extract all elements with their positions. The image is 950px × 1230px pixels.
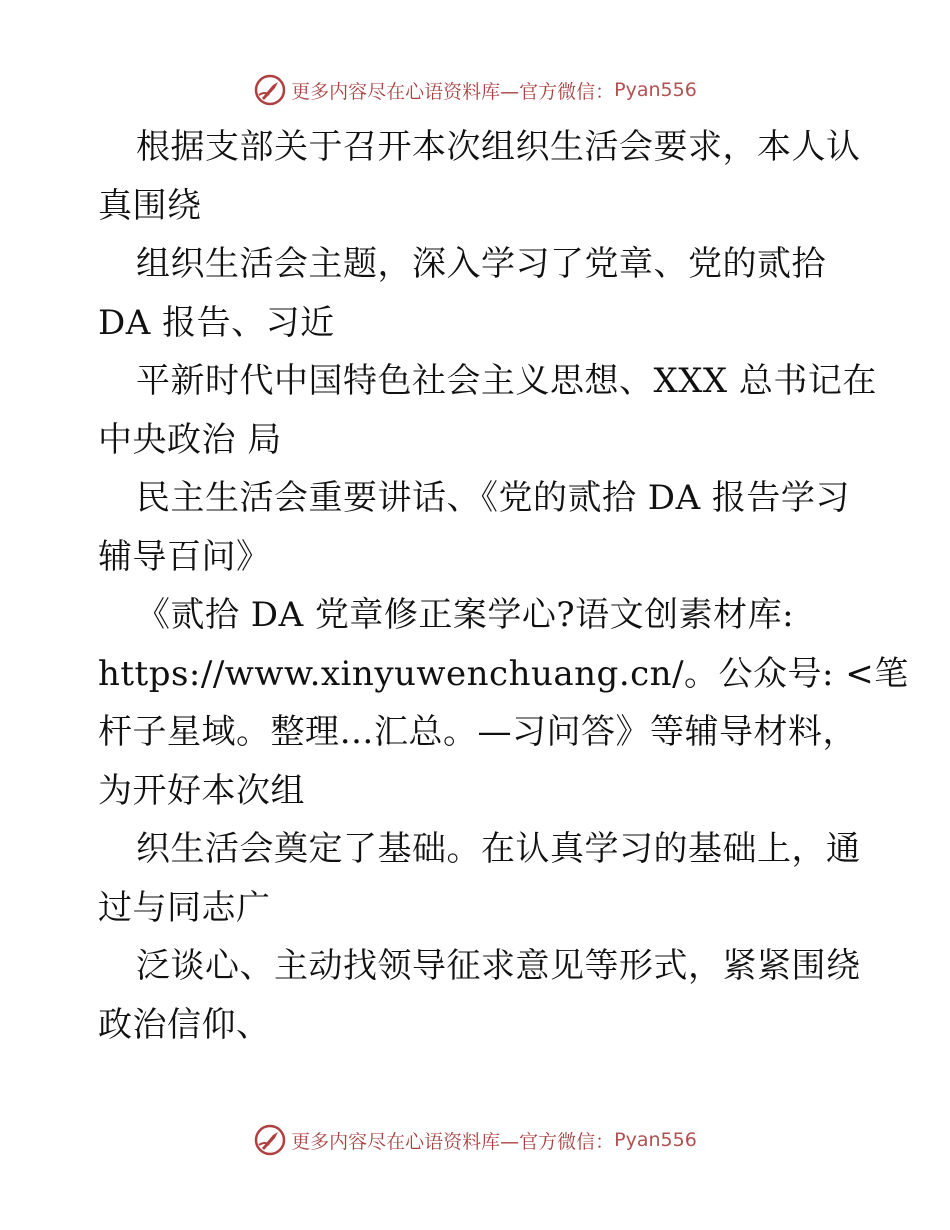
document-body [98, 118, 909, 1054]
banner-text: 更多内容尽在心语资料库—官方微信： [291, 80, 615, 103]
text-line: 组织生活会主题，深入学习了党章、党的贰拾 [136, 244, 826, 284]
text-line: 民主生活会重要讲话、《党的贰拾 DA 报告学习 [136, 478, 850, 518]
banner-handle: Pyan556 [614, 79, 697, 101]
text-line: 泛谈心、主动找领导征求意见等形式，紧紧围绕 [136, 946, 861, 986]
header-banner [0, 70, 950, 110]
text-line: 《贰拾 DA 党章修正案学心?语文创素材库: [136, 595, 795, 635]
text-line: 织生活会奠定了基础。在认真学习的基础上，通 [136, 829, 861, 869]
text-line: DA 报告、习近 [98, 302, 335, 343]
banner-text: 更多内容尽在心语资料库—官方微信： [291, 1130, 615, 1153]
text-line: 政治信仰、 [98, 1004, 271, 1045]
text-line: 辅导百问》 [98, 536, 271, 577]
text-line: https://www.xinyuwenchuang.cn/。公众号: <笔 [98, 653, 909, 694]
pen-nib-logo-icon [253, 73, 287, 107]
text-line: 中央政治 局 [98, 419, 282, 460]
text-line: 过与同志广 [98, 887, 271, 928]
text-line: 根据支部关于召开本次组织生活会要求，本人认 [136, 127, 861, 167]
text-line: 平新时代中国特色社会主义思想、XXX 总书记在 [136, 361, 877, 401]
text-line: 为开好本次组 [98, 770, 305, 811]
text-line: 真围绕 [98, 185, 202, 226]
text-line: 杆子星域。整理…汇总。—习问答》等辅导材料， [98, 712, 857, 752]
footer-banner [0, 1120, 950, 1160]
banner-handle: Pyan556 [614, 1129, 697, 1151]
pen-nib-logo-icon [253, 1123, 287, 1157]
